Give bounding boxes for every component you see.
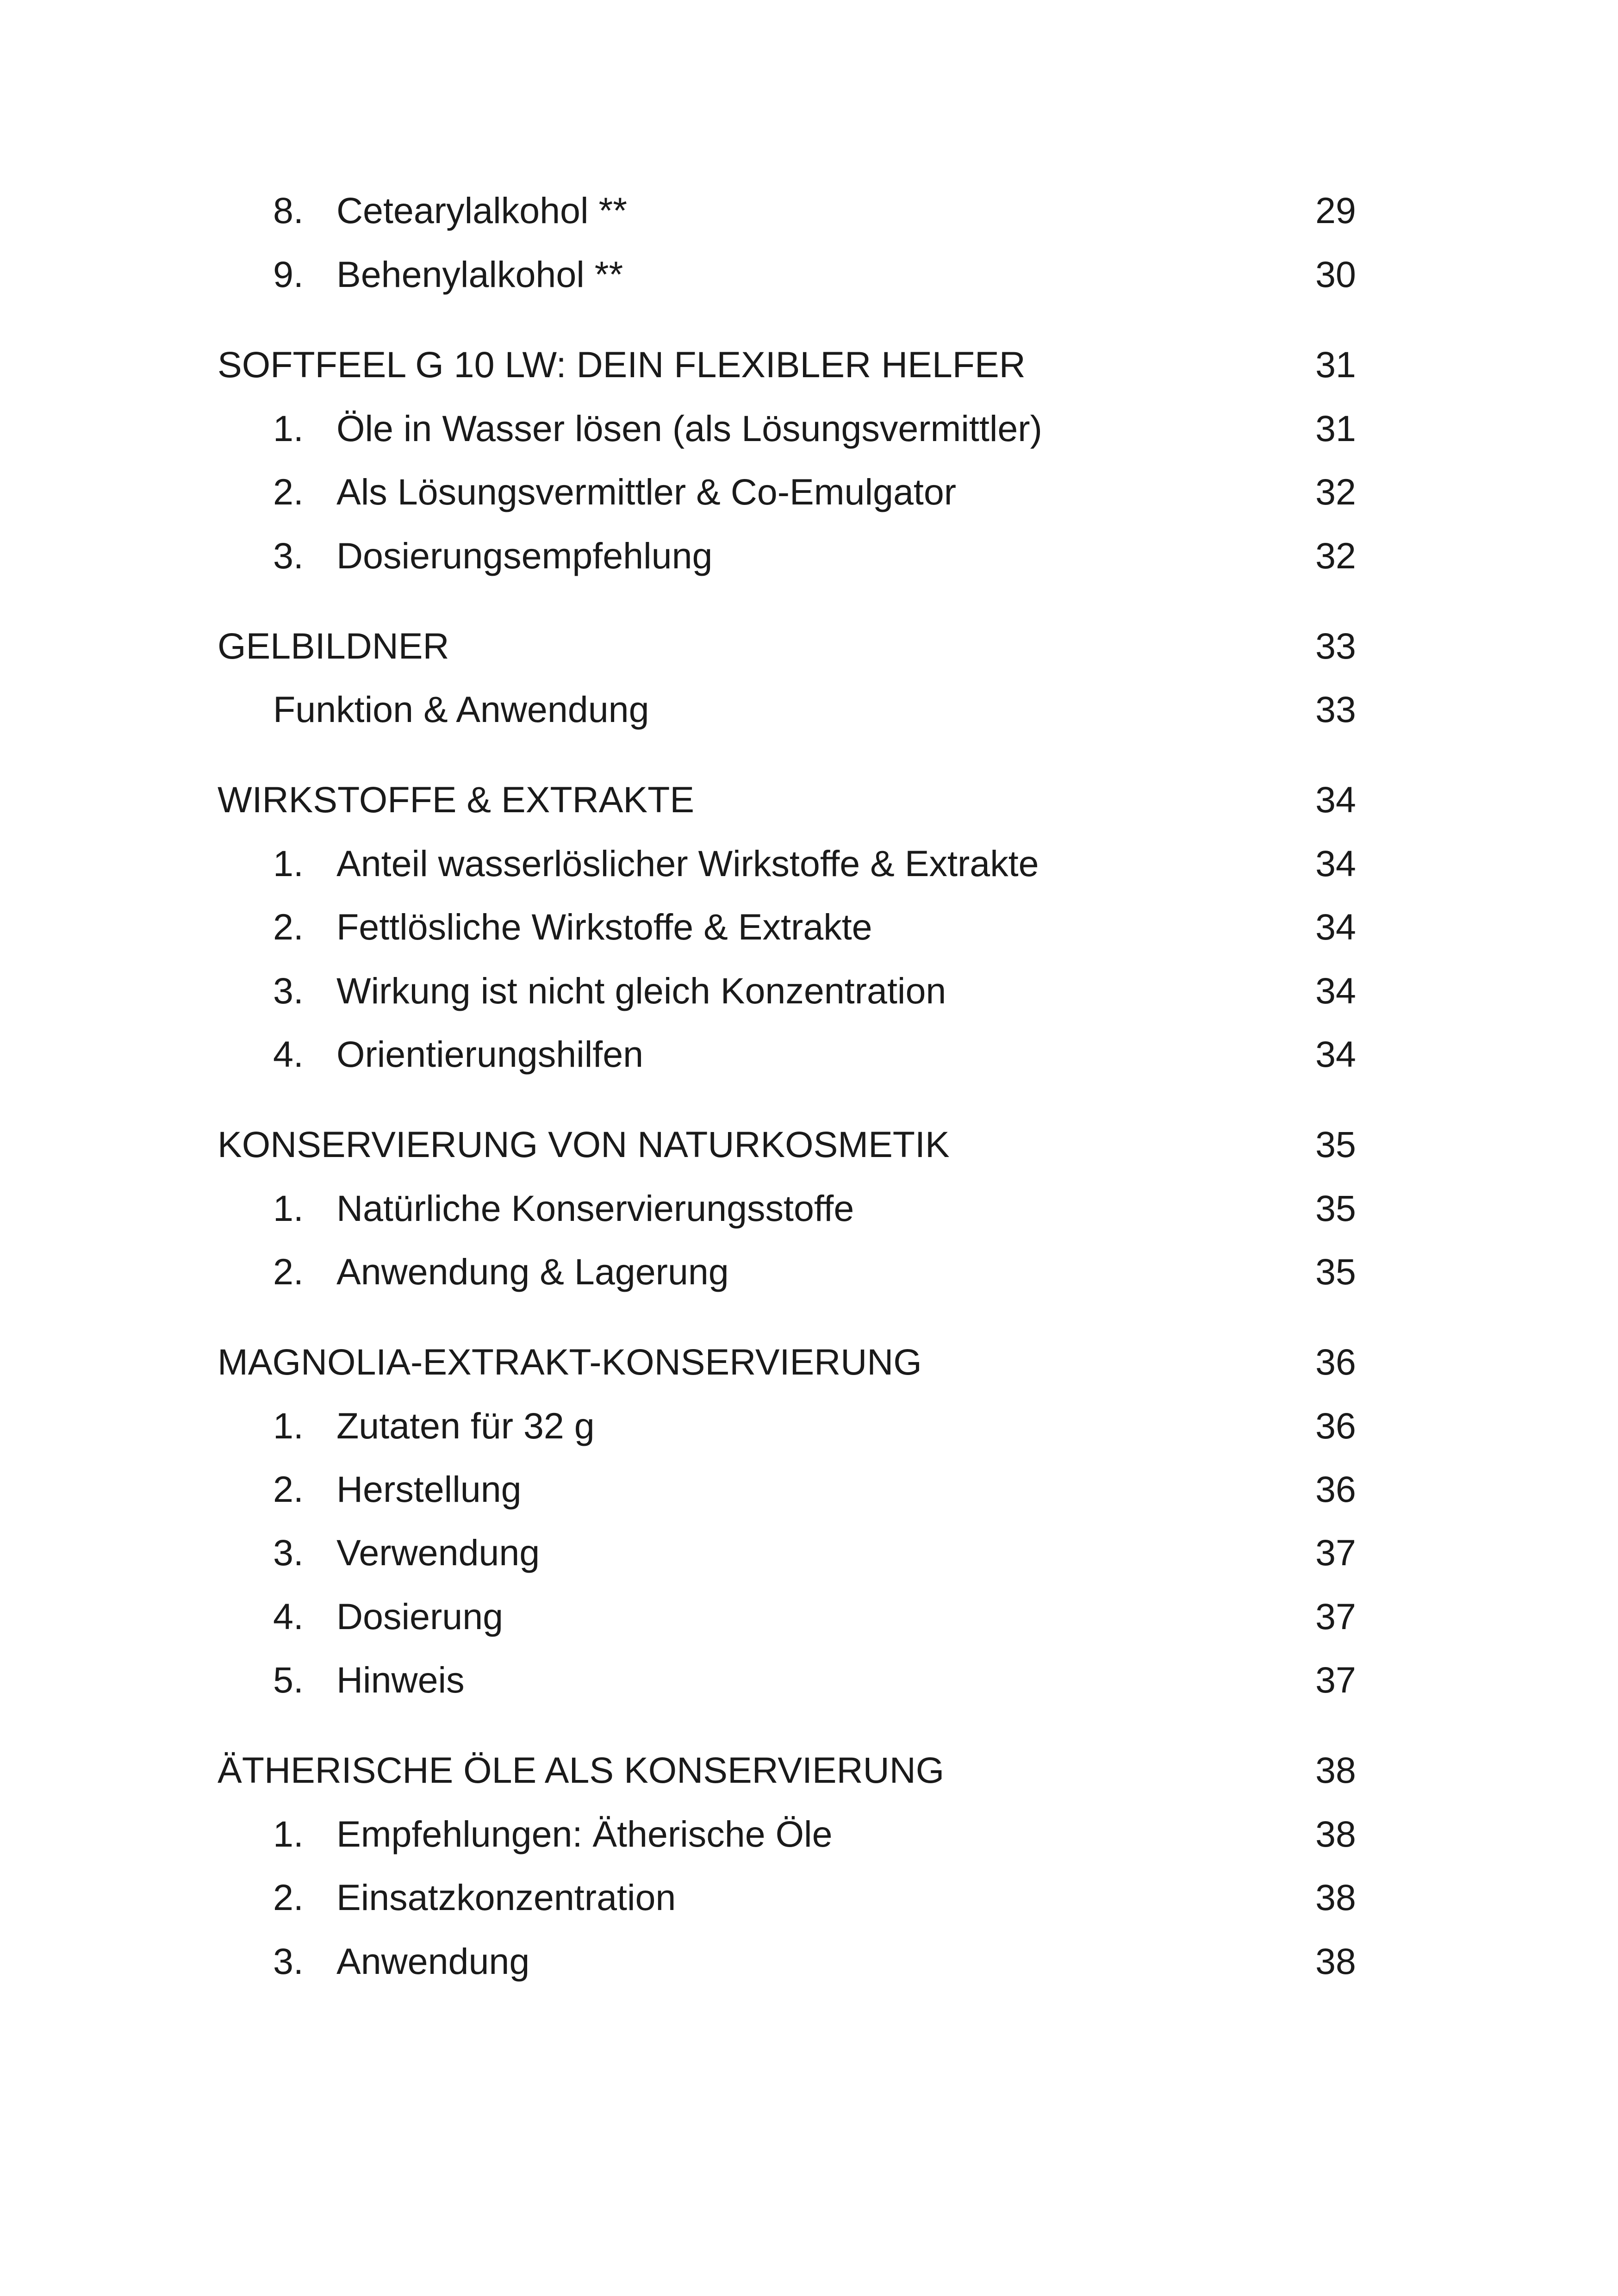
toc-entry-label: GELBILDNER [218, 625, 449, 666]
toc-page-number: 34 [1315, 1033, 1356, 1075]
toc-entry [0, 1589, 1618, 1644]
toc-page-number: 36 [1315, 1468, 1356, 1510]
toc-entry-label: Orientierungshilfen [336, 1033, 644, 1075]
toc-entry-label: Anteil wasserlöslicher Wirkstoffe & Extrakte [336, 843, 1039, 884]
toc-section-heading [0, 618, 1618, 674]
toc-page-number: 38 [1315, 1749, 1356, 1791]
toc-entry-label: Natürliche Konservierungsstoffe [336, 1188, 854, 1229]
toc-entry-label: Dosierungsempfehlung [336, 535, 713, 576]
toc-entry-number: 1. [273, 1405, 304, 1446]
toc-entry [0, 963, 1618, 1019]
toc-page-number: 34 [1315, 779, 1356, 820]
toc-entry-label: Behenylalkohol ** [336, 254, 623, 295]
toc-page-number: 29 [1315, 190, 1356, 231]
toc-page-number: 35 [1315, 1251, 1356, 1292]
toc-entry-label: Hinweis [336, 1659, 465, 1700]
toc-entry-number: 1. [273, 1188, 304, 1229]
toc-entry [0, 1181, 1618, 1236]
toc-page-number: 35 [1315, 1124, 1356, 1165]
toc-section-heading [0, 1117, 1618, 1172]
toc-entry-number: 3. [273, 970, 304, 1011]
toc-entry [0, 899, 1618, 955]
toc-section-heading [0, 772, 1618, 828]
toc-page-number: 37 [1315, 1532, 1356, 1573]
toc-entry-label: Öle in Wasser lösen (als Lösungsvermittler) [336, 408, 1042, 449]
toc-entry-label: Cetearylalkohol ** [336, 190, 627, 231]
toc-entry-label: Verwendung [336, 1532, 540, 1573]
toc-page-number: 37 [1315, 1596, 1356, 1637]
toc-page-number: 34 [1315, 970, 1356, 1011]
toc-entry [0, 1462, 1618, 1517]
toc-page-number: 34 [1315, 843, 1356, 884]
toc-entry [0, 401, 1618, 456]
toc-entry-label: Anwendung & Lagerung [336, 1251, 729, 1292]
toc-entry-number: 1. [273, 1813, 304, 1854]
toc-entry [0, 1870, 1618, 1925]
toc-entry [0, 1244, 1618, 1300]
toc-entry-number: 2. [273, 1877, 304, 1918]
toc-entry-label: Fettlösliche Wirkstoffe & Extrakte [336, 906, 872, 947]
toc-entry [0, 1806, 1618, 1862]
toc-page-number: 37 [1315, 1659, 1356, 1700]
toc-entry-number: 5. [273, 1659, 304, 1700]
toc-page-number: 38 [1315, 1941, 1356, 1982]
toc-entry-number: 3. [273, 1941, 304, 1982]
toc-entry [0, 528, 1618, 584]
toc-entry-label: Herstellung [336, 1468, 522, 1510]
toc-entry-label: KONSERVIERUNG VON NATURKOSMETIK [218, 1124, 950, 1165]
toc-entry [0, 1027, 1618, 1082]
toc-entry-label: Funktion & Anwendung [273, 689, 649, 730]
toc-entry-number: 3. [273, 535, 304, 576]
toc-page-number: 32 [1315, 535, 1356, 576]
toc-entry-label: Dosierung [336, 1596, 504, 1637]
toc-section-heading [0, 1742, 1618, 1798]
toc-entry-label: Empfehlungen: Ätherische Öle [336, 1813, 833, 1854]
toc-entry-label: MAGNOLIA-EXTRAKT-KONSERVIERUNG [218, 1341, 922, 1382]
toc-entry-label: Anwendung [336, 1941, 530, 1982]
toc-entry-number: 3. [273, 1532, 304, 1573]
toc-entry-number: 1. [273, 408, 304, 449]
toc-page-number: 35 [1315, 1188, 1356, 1229]
toc-entry-number: 2. [273, 906, 304, 947]
toc-entry-number: 8. [273, 190, 304, 231]
toc-entry [0, 464, 1618, 520]
toc-entry-number: 2. [273, 471, 304, 512]
toc-page-number: 31 [1315, 408, 1356, 449]
toc-entry-label: Einsatzkonzentration [336, 1877, 676, 1918]
toc-entry [0, 682, 1618, 737]
toc-entry [0, 1525, 1618, 1580]
toc-entry-label: Wirkung ist nicht gleich Konzentration [336, 970, 946, 1011]
toc-entry-label: SOFTFEEL G 10 LW: DEIN FLEXIBLER HELFER [218, 344, 1026, 385]
toc-page-number: 33 [1315, 625, 1356, 666]
toc-entry-label: Als Lösungsvermittler & Co-Emulgator [336, 471, 957, 512]
toc-entry-number: 4. [273, 1596, 304, 1637]
toc-section-heading [0, 1334, 1618, 1390]
toc-page-number: 34 [1315, 906, 1356, 947]
toc-section-heading [0, 337, 1618, 392]
toc-page-number: 36 [1315, 1341, 1356, 1382]
toc-entry [0, 1652, 1618, 1708]
toc-entry-label: Zutaten für 32 g [336, 1405, 595, 1446]
toc-entry [0, 1934, 1618, 1989]
toc-entry-number: 9. [273, 254, 304, 295]
toc-page-number: 30 [1315, 254, 1356, 295]
toc-page-number: 38 [1315, 1813, 1356, 1854]
toc-entry-number: 1. [273, 843, 304, 884]
toc-page-number: 36 [1315, 1405, 1356, 1446]
toc-entry [0, 183, 1618, 238]
toc-entry-label: ÄTHERISCHE ÖLE ALS KONSERVIERUNG [218, 1749, 945, 1791]
toc-page-number: 31 [1315, 344, 1356, 385]
toc-entry [0, 836, 1618, 891]
toc-page-number: 33 [1315, 689, 1356, 730]
toc-entry-number: 4. [273, 1033, 304, 1075]
toc-entry [0, 1398, 1618, 1454]
toc-entry [0, 247, 1618, 302]
toc-entry-number: 2. [273, 1468, 304, 1510]
toc-page-number: 38 [1315, 1877, 1356, 1918]
toc-entry-number: 2. [273, 1251, 304, 1292]
toc-entry-label: WIRKSTOFFE & EXTRAKTE [218, 779, 695, 820]
toc-page-number: 32 [1315, 471, 1356, 512]
